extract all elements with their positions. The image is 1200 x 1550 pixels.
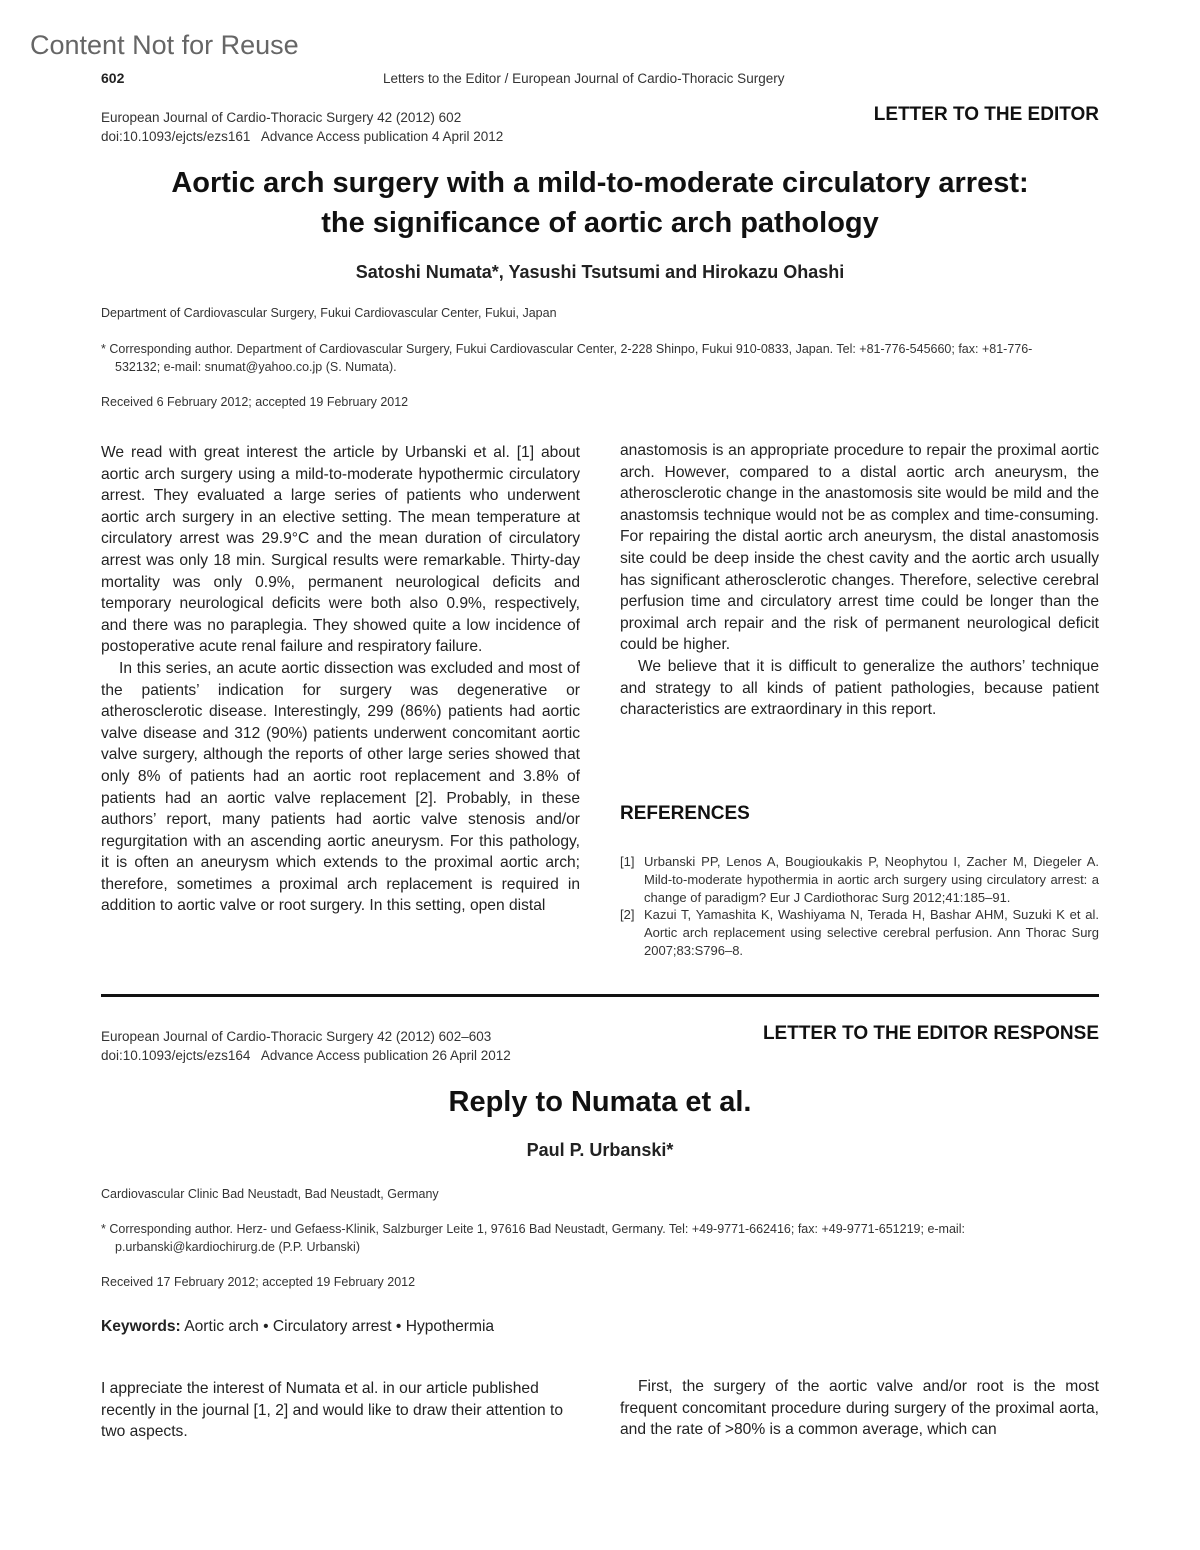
watermark: Content Not for Reuse [30, 30, 299, 60]
article-type: LETTER TO THE EDITOR RESPONSE [762, 1023, 1099, 1044]
keywords-label: Keywords: [101, 1318, 181, 1335]
body-paragraph: anastomosis is an appropriate procedure to repair the proximal aortic arch. However, compared to a distal aortic arch aneurysm, the atherosclerotic change in the anastomosis site would be mild and the anastomsis technique would not be as complex and time-consuming. For repairing the distal aortic arch aneurysm, the distal anastomosis site could be deep inside the chest cavity and the aortic arch usually has significant atherosclerotic changes. Therefore, selective cerebral perfusion time and circulatory arrest time could be longer than the proximal arch repair and the risk of permanent neurological deficit could be higher. [620, 442, 1099, 654]
reference-item [620, 853, 1099, 907]
keywords-list: Aortic arch • Circulatory arrest • Hypothermia [184, 1318, 495, 1335]
affiliation: Cardiovascular Clinic Bad Neustadt, Bad Neustadt, Germany [101, 1187, 439, 1201]
section-divider [101, 994, 1099, 997]
reference-text: Kazui T, Yamashita K, Washiyama N, Terada H, Bashar AHM, Suzuki K et al. Aortic arch replacement using selective cerebral perfusion. Ann Thorac Surg 2007;83:S796–8. [644, 907, 1099, 958]
left-column [101, 442, 580, 917]
right-column [620, 440, 1099, 721]
body-paragraph: We read with great interest the article by Urbanski et al. [1] about aortic arch surgery using a mild-to-moderate hypothermic circulatory arrest. They evaluated a large series of patients who underwent aortic arch surgery in an elective setting. The mean temperature at circulatory arrest was 29.9°C and the mean duration of circulatory arrest was only 18 min. Surgical results were remarkable. Thirty-day mortality was only 0.9%, permanent neurological deficits and temporary neurological deficits were both also 0.9%, respectively, and there was no paraplegia. They showed quite a low incidence of postoperative acute renal failure and respiratory failure. [101, 444, 580, 656]
body-paragraph: We believe that it is difficult to generalize the authors’ technique and strategy to all kinds of patient pathologies, because patient characteristics are extraordinary in this report. [620, 657, 1099, 719]
response-left-column [101, 1378, 580, 1443]
received-dates: Received 17 February 2012; accepted 19 February 2012 [101, 1275, 416, 1289]
doi-line: doi:10.1093/ejcts/ezs161 Advance Access publication 4 April 2012 [101, 129, 504, 144]
response-right-column [620, 1376, 1099, 1441]
correspondence: * Corresponding author. Herz- und Gefaess-Klinik, Salzburger Leite 1, 97616 Bad Neustadt, Germany. Tel: +49-9771-662416; fax: +49-9771-651219; e-mail: p.urbanski@kardiochirurg.de (P.P. Urbanski) [101, 1222, 965, 1254]
response-citation [101, 1027, 511, 1065]
running-head: Letters to the Editor / European Journal of Cardio-Thoracic Surgery [383, 71, 785, 86]
correspondence: * Corresponding author. Department of Cardiovascular Surgery, Fukui Cardiovascular Center, 2-228 Shinpo, Fukui 910-0833, Japan. Tel: +81-776-545660; fax: +81-776-532132; e-mail: snumat@yahoo.co.jp (S. Numata). [101, 342, 1033, 374]
title-line: Aortic arch surgery with a mild-to-moderate circulatory arrest: [171, 167, 1029, 199]
body-paragraph: In this series, an acute aortic dissection was excluded and most of the patients’ indication for surgery was degenerative or atherosclerotic disease. Interestingly, 299 (86%) patients had aortic valve disease and 312 (90%) patients underwent concomitant aortic valve surgery, although the reports of other large series showed that only 8% of patients had an aortic root replacement and 3.8% of patients had an aortic valve replacement [2]. Probably, in these authors’ report, many patients had aortic valve stenosis and/or regurgitation with an ascending aortic aneurysm. For this pathology, it is often an aneurysm which extends to the proximal aortic arch; therefore, sometimes a proximal arch replacement is required in addition to aortic valve or root surgery. In this setting, open distal [101, 659, 580, 915]
journal-line: European Journal of Cardio-Thoracic Surgery 42 (2012) 602–603 [101, 1029, 492, 1044]
reference-number: [1] [620, 854, 635, 869]
references-heading: REFERENCES [620, 803, 750, 824]
reference-text: Urbanski PP, Lenos A, Bougioukakis P, Neophytou I, Zacher M, Diegeler A. Mild-to-moderate hypothermia in aortic arch surgery using circulatory arrest: a change of paradigm? Eur J Cardiothorac Surg 2012;41:185–91. [644, 854, 1099, 905]
received-dates: Received 6 February 2012; accepted 19 February 2012 [101, 395, 409, 409]
doi-line: doi:10.1093/ejcts/ezs164 Advance Access publication 26 April 2012 [101, 1048, 511, 1063]
body-paragraph: First, the surgery of the aortic valve and/or root is the most frequent concomitant procedure during surgery of the proximal aorta, and the rate of >80% is a common average, which can [620, 1378, 1099, 1439]
response-title: Reply to Numata et al. [448, 1086, 752, 1118]
body-paragraph: I appreciate the interest of Numata et al. in our article published recently in the journal [1, 2] and would like to draw their attention to two aspects. [101, 1380, 564, 1441]
title-line: the significance of aortic arch pathology [321, 207, 879, 239]
affiliation: Department of Cardiovascular Surgery, Fukui Cardiovascular Center, Fukui, Japan [101, 306, 557, 320]
keywords [101, 1318, 494, 1336]
article-type: LETTER TO THE EDITOR [873, 104, 1099, 125]
journal-line: European Journal of Cardio-Thoracic Surgery 42 (2012) 602 [101, 110, 462, 125]
article-title [101, 163, 1099, 243]
authors: Satoshi Numata*, Yasushi Tsutsumi and Hirokazu Ohashi [355, 262, 845, 282]
reference-number: [2] [620, 907, 635, 922]
letter-citation [101, 108, 503, 146]
authors: Paul P. Urbanski* [526, 1140, 674, 1160]
reference-item [620, 906, 1099, 960]
page-number: 602 [101, 70, 125, 86]
